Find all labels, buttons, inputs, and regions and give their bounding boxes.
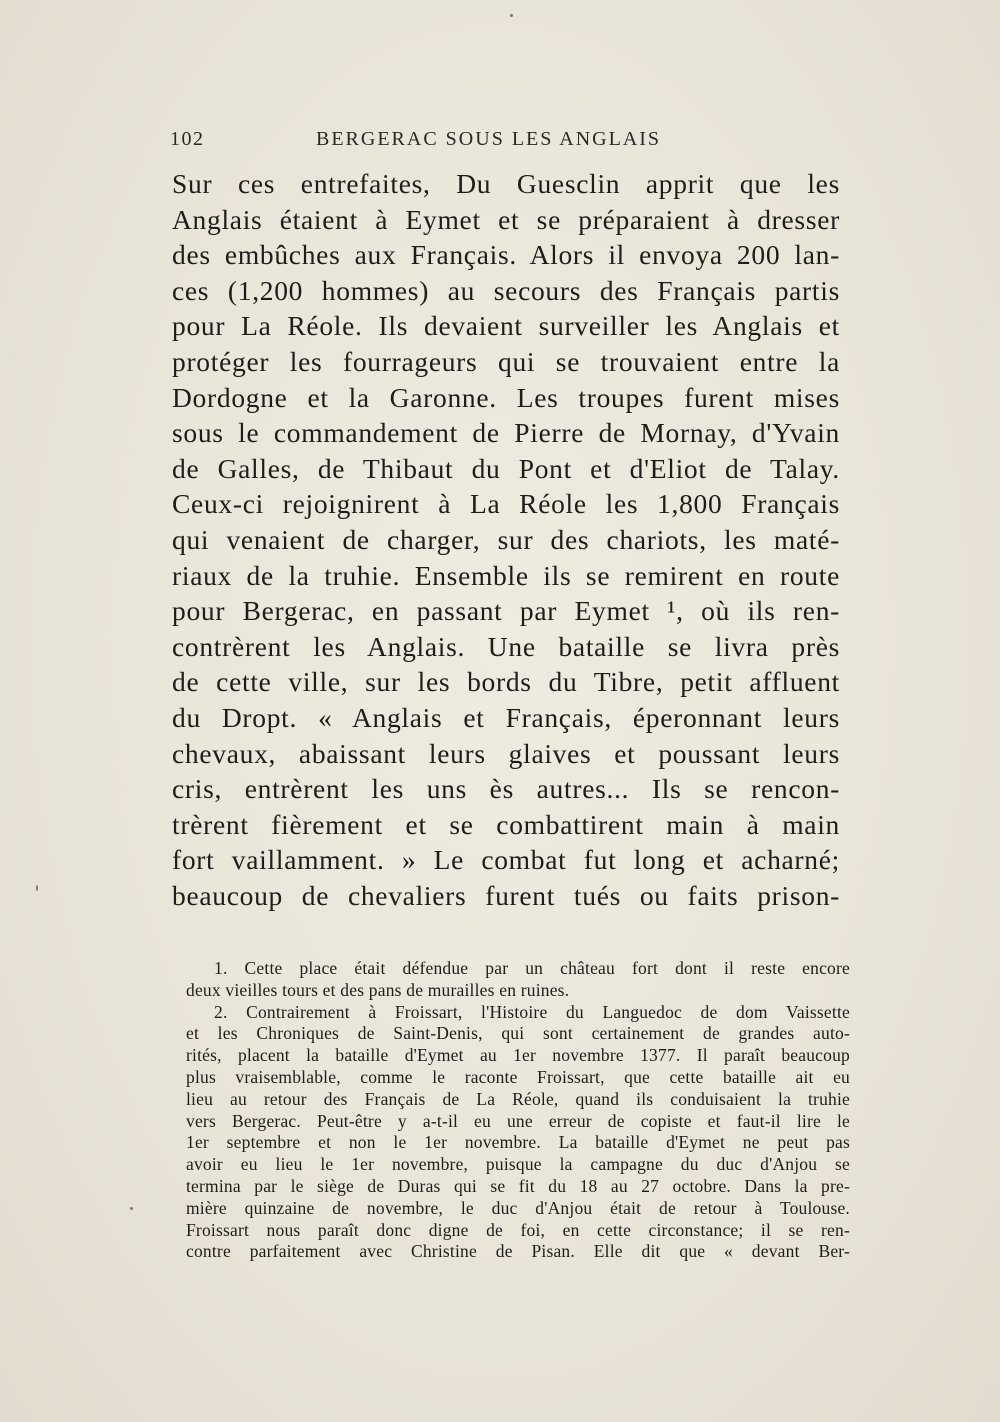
footnote-line: mière quinzaine de novembre, le duc d'Anjou était de retour à Toulouse. bbox=[186, 1197, 850, 1218]
body-line: ces (1,200 hommes) au secours des Français partis bbox=[172, 274, 840, 306]
body-text bbox=[172, 166, 840, 913]
body-line: cris, entrèrent les uns ès autres... Ils se rencon- bbox=[172, 773, 840, 805]
body-line: de cette ville, sur les bords du Tibre, petit affluent bbox=[172, 666, 840, 698]
footnote-line: 1er septembre et non le 1er novembre. La bataille d'Eymet ne peut pas bbox=[186, 1132, 850, 1153]
footnote-line: vers Bergerac. Peut-être y a-t-il eu une erreur de copiste et faut-il lire le bbox=[186, 1110, 850, 1131]
footnote-line: plus vraisemblable, comme le raconte Froissart, que cette bataille ait eu bbox=[186, 1066, 850, 1087]
footnote-line: rités, placent la bataille d'Eymet au 1er novembre 1377. Il paraît beaucoup bbox=[186, 1045, 850, 1066]
body-line: Anglais étaient à Eymet et se préparaient à dresser bbox=[172, 203, 840, 235]
body-line: contrèrent les Anglais. Une bataille se livra près bbox=[172, 630, 840, 662]
body-line: des embûches aux Français. Alors il envoya 200 lan- bbox=[172, 239, 840, 271]
paper-speck bbox=[130, 1207, 133, 1210]
footnote-line: contre parfaitement avec Christine de Pisan. Elle dit que « devant Ber- bbox=[186, 1241, 850, 1262]
footnote-line: lieu au retour des Français de La Réole, quand ils conduisaient la truhie bbox=[186, 1088, 850, 1109]
body-line: de Galles, de Thibaut du Pont et d'Eliot de Talay. bbox=[172, 452, 840, 484]
body-line: qui venaient de charger, sur des chariots, les maté- bbox=[172, 523, 840, 555]
footnote-line: deux vieilles tours et des pans de murailles en ruines. bbox=[186, 979, 570, 1000]
body-line: chevaux, abaissant leurs glaives et poussant leurs bbox=[172, 737, 840, 769]
body-line: riaux de la truhie. Ensemble ils se remirent en route bbox=[172, 559, 840, 591]
page-number: 102 bbox=[170, 128, 205, 150]
paper-speck bbox=[510, 14, 513, 17]
body-line: Ceux-ci rejoignirent à La Réole les 1,800 Français bbox=[172, 488, 840, 520]
paper-speck bbox=[36, 885, 38, 891]
running-title: BERGERAC SOUS LES ANGLAIS bbox=[316, 128, 662, 150]
body-line: pour La Réole. Ils devaient surveiller les Anglais et bbox=[172, 310, 840, 342]
footnotes bbox=[186, 958, 850, 1263]
body-line: Sur ces entrefaites, Du Guesclin apprit que les bbox=[172, 168, 840, 199]
body-line: Dordogne et la Garonne. Les troupes furent mises bbox=[172, 381, 840, 413]
page-header bbox=[170, 128, 830, 158]
body-line: beaucoup de chevaliers furent tués ou faits prison- bbox=[172, 879, 840, 911]
body-line: du Dropt. « Anglais et Français, éperonnant leurs bbox=[172, 701, 840, 733]
footnote-line: 1. Cette place était défendue par un château fort dont il reste encore bbox=[214, 958, 850, 978]
body-line: pour Bergerac, en passant par Eymet ¹, où ils ren- bbox=[172, 595, 840, 627]
footnote-line: Froissart nous paraît donc digne de foi, en cette circonstance; il se ren- bbox=[186, 1219, 850, 1240]
footnote-line: termina par le siège de Duras qui se fit du 18 au 27 octobre. Dans la pre- bbox=[186, 1175, 850, 1196]
body-line: protéger les fourrageurs qui se trouvaient entre la bbox=[172, 345, 840, 377]
footnote-line: 2. Contrairement à Froissart, l'Histoire du Languedoc de dom Vaissette bbox=[214, 1001, 850, 1022]
footnote-line: avoir eu lieu le 1er novembre, puisque la campagne du duc d'Anjou se bbox=[186, 1154, 850, 1175]
body-line: trèrent fièrement et se combattirent main à main bbox=[172, 808, 840, 840]
body-line: sous le commandement de Pierre de Mornay, d'Yvain bbox=[172, 417, 840, 449]
footnote-line: et les Chroniques de Saint-Denis, qui sont certainement de grandes auto- bbox=[186, 1023, 850, 1044]
body-line: fort vaillamment. » Le combat fut long et acharné; bbox=[172, 844, 840, 876]
